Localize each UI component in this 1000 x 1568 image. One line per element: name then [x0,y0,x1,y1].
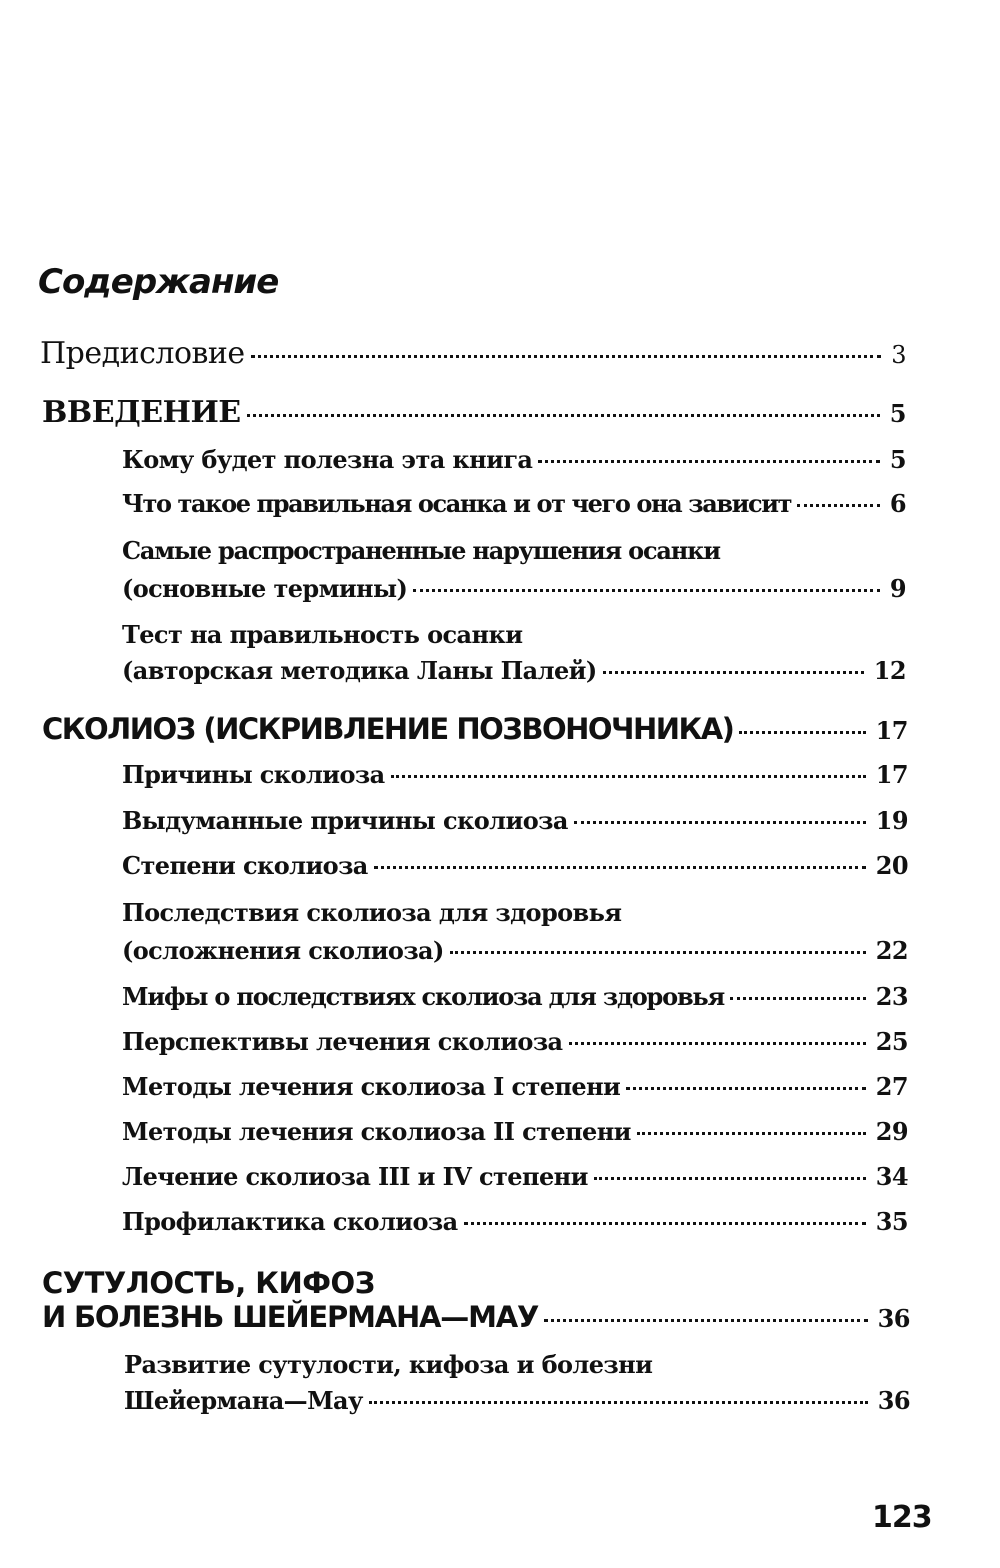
dot-leader [413,589,880,592]
toc-entry-who[interactable] [122,445,906,474]
toc-entry-methods-1[interactable] [122,1072,908,1101]
dot-leader [797,504,880,507]
toc-entry-treatment-3-4[interactable] [122,1162,908,1191]
toc-label: И БОЛЕЗНЬ ШЕЙЕРМАНА—МАУ [42,1300,539,1334]
dot-leader [730,997,866,1000]
toc-label: Что такое правильная осанка и от чего она зависит [122,489,792,518]
toc-entry-kyphosis[interactable] [42,1300,910,1334]
toc-label: СКОЛИОЗ (ИСКРИВЛЕНИЕ ПОЗВОНОЧНИКА) [42,712,734,746]
toc-page-number: 34 [875,1162,908,1191]
toc-entry-degrees[interactable] [122,851,908,880]
toc-page-number: 6 [889,489,906,518]
toc-page-number: 3 [891,341,906,369]
dot-leader [594,1177,866,1180]
toc-page-number: 36 [877,1386,910,1415]
toc-page-number: 19 [875,806,908,835]
toc-label: Степени сколиоза [122,851,368,880]
toc-label: Предисловие [40,336,245,371]
toc-entry-scoliosis[interactable] [42,712,908,746]
toc-entry-preface[interactable] [40,336,906,371]
toc-label: (авторская методика Ланы Палей) [122,656,597,685]
toc-page-number: 9 [889,574,906,603]
toc-entry-consequences[interactable] [122,936,908,965]
toc-entry-development-line1[interactable]: Развитие сутулости, кифоза и болезни [124,1350,653,1379]
toc-entry-causes[interactable] [122,760,908,789]
toc-label: Кому будет полезна эта книга [122,445,533,474]
toc-entry-prevention[interactable] [122,1207,908,1236]
toc-page-number: 17 [875,760,908,789]
toc-page-number: 5 [889,445,906,474]
toc-label: Шейермана—Мау [124,1386,363,1415]
toc-entry-prospects[interactable] [122,1027,908,1056]
toc-entry-posture[interactable] [122,489,906,518]
dot-leader [574,821,866,824]
page-title: Содержание [38,262,279,302]
toc-label: Методы лечения сколиоза II степени [122,1117,631,1146]
page-number: 123 [872,1500,932,1535]
dot-leader [538,460,880,463]
toc-page-number: 12 [873,656,906,685]
toc-entry-violations-line1[interactable]: Самые распространенные нарушения осанки [122,536,720,565]
toc-entry-fake-causes[interactable] [122,806,908,835]
dot-leader [369,1401,868,1404]
dot-leader [450,951,866,954]
toc-entry-myths[interactable] [122,982,908,1011]
toc-entry-consequences-line1[interactable]: Последствия сколиоза для здоровья [122,898,622,927]
toc-label: ВВЕДЕНИЕ [42,395,241,430]
dot-leader [637,1132,866,1135]
dot-leader [247,414,880,417]
toc-page-number: 22 [875,936,908,965]
toc-entry-test[interactable] [122,656,906,685]
toc-label: (основные термины) [122,574,408,603]
toc-page-number: 25 [875,1027,908,1056]
toc-entry-methods-2[interactable] [122,1117,908,1146]
dot-leader [544,1319,867,1322]
toc-label: Лечение сколиоза III и IV степени [122,1162,588,1191]
toc-label: Методы лечения сколиоза I степени [122,1072,621,1101]
toc-page-number: 5 [889,399,906,428]
dot-leader [626,1087,866,1090]
toc-label: Мифы о последствиях сколиоза для здоровья [122,982,725,1011]
dot-leader [374,866,866,869]
toc-page-number: 17 [875,716,908,745]
dot-leader [569,1042,866,1045]
toc-label: Причины сколиоза [122,760,385,789]
dot-leader [464,1222,866,1225]
toc-page-number: 27 [875,1072,908,1101]
toc-entry-violations[interactable] [122,574,906,603]
toc-page-number: 35 [875,1207,908,1236]
toc-entry-intro[interactable] [42,395,906,430]
dot-leader [603,671,864,674]
dot-leader [251,355,882,358]
toc-page-number: 23 [875,982,908,1011]
dot-leader [739,731,865,734]
toc-label: Выдуманные причины сколиоза [122,806,568,835]
dot-leader [391,775,866,778]
toc-entry-test-line1[interactable]: Тест на правильность осанки [122,620,523,649]
toc-entry-development[interactable] [124,1386,910,1415]
toc-label: Профилактика сколиоза [122,1207,458,1236]
toc-page-number: 20 [875,851,908,880]
toc-label: Перспективы лечения сколиоза [122,1027,563,1056]
toc-page-number: 36 [877,1304,910,1333]
toc-page-number: 29 [875,1117,908,1146]
toc-label: (осложнения сколиоза) [122,936,444,965]
toc-entry-kyphosis-line1[interactable]: СУТУЛОСТЬ, КИФОЗ [42,1266,375,1300]
